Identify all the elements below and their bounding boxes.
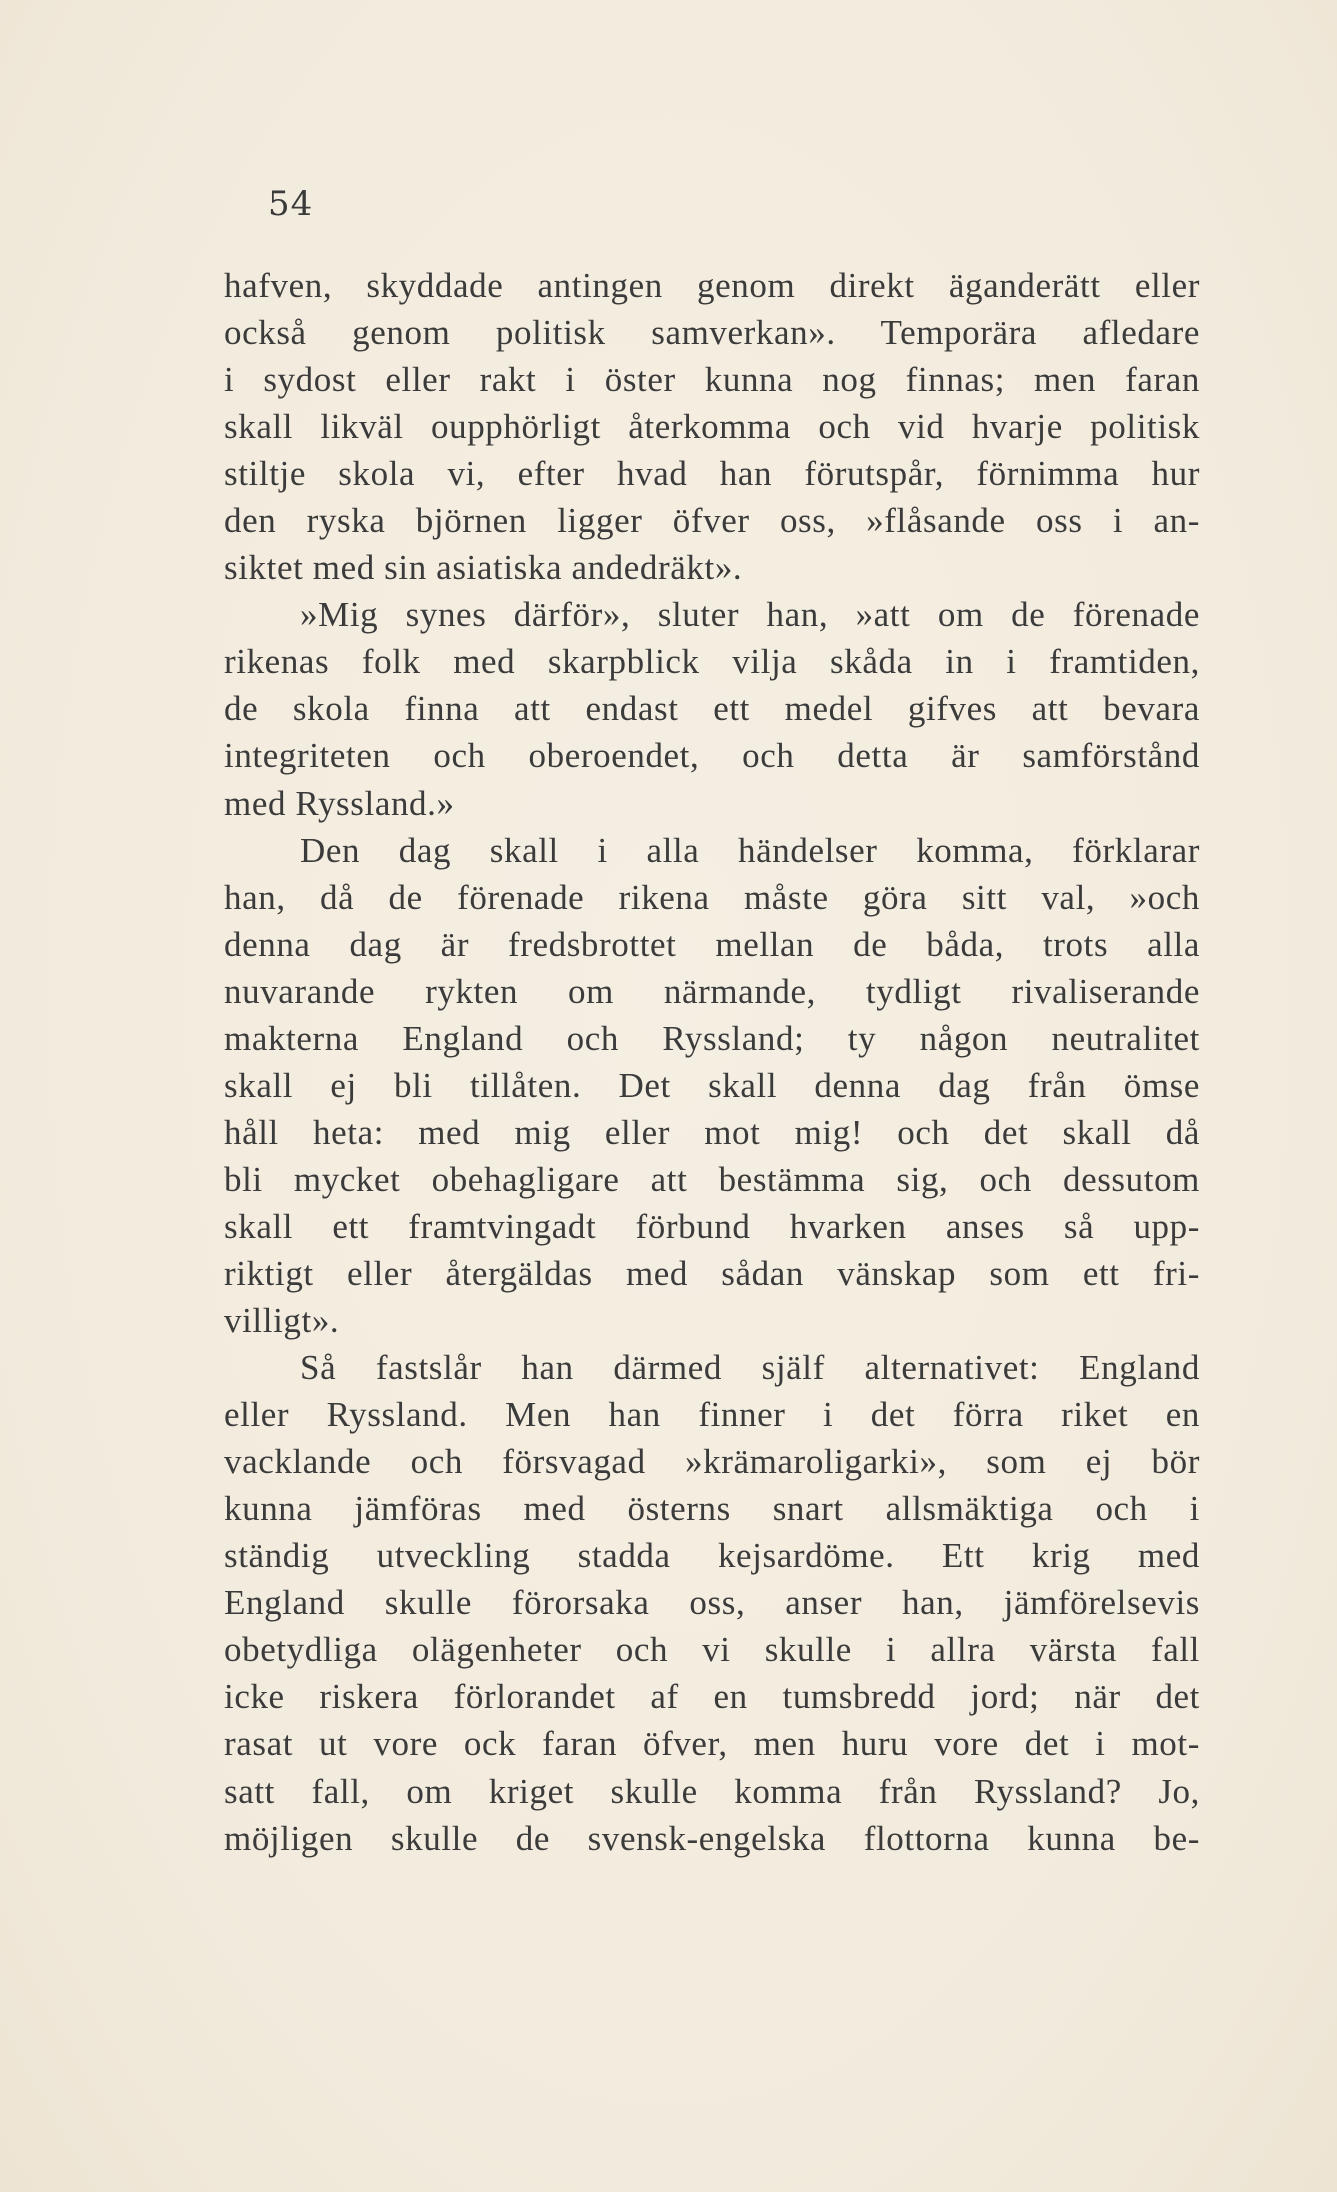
text-line: icke riskera förlorandet af en tumsbredd jord; när det bbox=[224, 1677, 1200, 1717]
text-line: makterna England och Ryssland; ty någon neutralitet bbox=[224, 1018, 1200, 1058]
body-text bbox=[224, 262, 1200, 1862]
text-line: obetydliga olägenheter och vi skulle i allra värsta fall bbox=[224, 1630, 1200, 1670]
text-line: i sydost eller rakt i öster kunna nog finnas; men faran bbox=[224, 360, 1200, 400]
text-line: de skola finna att endast ett medel gifves att bevara bbox=[224, 689, 1200, 729]
text-line: han, då de förenade rikena måste göra sitt val, »och bbox=[224, 877, 1200, 917]
text-line: också genom politisk samverkan». Temporära afledare bbox=[224, 313, 1200, 353]
page-number: 54 bbox=[268, 184, 314, 224]
text-line: den ryska björnen ligger öfver oss, »flåsande oss i an- bbox=[224, 501, 1200, 541]
text-line: ständig utveckling stadda kejsardöme. Ett krig med bbox=[224, 1536, 1200, 1576]
text-line: riktigt eller återgäldas med sådan vänskap som ett fri- bbox=[224, 1253, 1200, 1293]
text-line: denna dag är fredsbrottet mellan de båda, trots alla bbox=[224, 924, 1200, 964]
text-line: England skulle förorsaka oss, anser han, jämförelsevis bbox=[224, 1583, 1200, 1623]
text-line: skall ett framtvingadt förbund hvarken anses så upp- bbox=[224, 1206, 1200, 1246]
text-line: siktet med sin asiatiska andedräkt». bbox=[224, 548, 743, 588]
text-line: hafven, skyddade antingen genom direkt äganderätt eller bbox=[224, 266, 1200, 305]
text-line: skall ej bli tillåten. Det skall denna dag från ömse bbox=[224, 1065, 1200, 1105]
text-line: bli mycket obehagligare att bestämma sig, och dessutom bbox=[224, 1159, 1200, 1199]
text-line: villigt». bbox=[224, 1301, 340, 1341]
text-line: kunna jämföras med österns snart allsmäktiga och i bbox=[224, 1489, 1200, 1529]
text-line: möjligen skulle de svensk-engelska flottorna kunna be- bbox=[224, 1818, 1200, 1858]
text-line: Den dag skall i alla händelser komma, förklarar bbox=[300, 830, 1200, 870]
text-line: rikenas folk med skarpblick vilja skåda in i framtiden, bbox=[224, 642, 1200, 682]
text-line: eller Ryssland. Men han finner i det förra riket en bbox=[224, 1395, 1200, 1435]
text-line: håll heta: med mig eller mot mig! och det skall då bbox=[224, 1112, 1200, 1152]
text-line: skall likväl oupphörligt återkomma och vid hvarje politisk bbox=[224, 407, 1200, 447]
text-line: nuvarande rykten om närmande, tydligt rivaliserande bbox=[224, 971, 1200, 1011]
text-line: satt fall, om kriget skulle komma från Ryssland? Jo, bbox=[224, 1771, 1200, 1811]
text-line: Så fastslår han därmed själf alternativet: England bbox=[300, 1348, 1200, 1388]
text-line: stiltje skola vi, efter hvad han förutspår, förnimma hur bbox=[224, 454, 1200, 494]
text-line: »Mig synes därför», sluter han, »att om de förenade bbox=[300, 595, 1200, 635]
text-line: rasat ut vore ock faran öfver, men huru vore det i mot- bbox=[224, 1724, 1200, 1764]
text-line: med Ryssland.» bbox=[224, 783, 455, 823]
text-line: vacklande och försvagad »krämaroligarki», som ej bör bbox=[224, 1442, 1200, 1482]
text-line: integriteten och oberoendet, och detta är samförstånd bbox=[224, 736, 1200, 776]
